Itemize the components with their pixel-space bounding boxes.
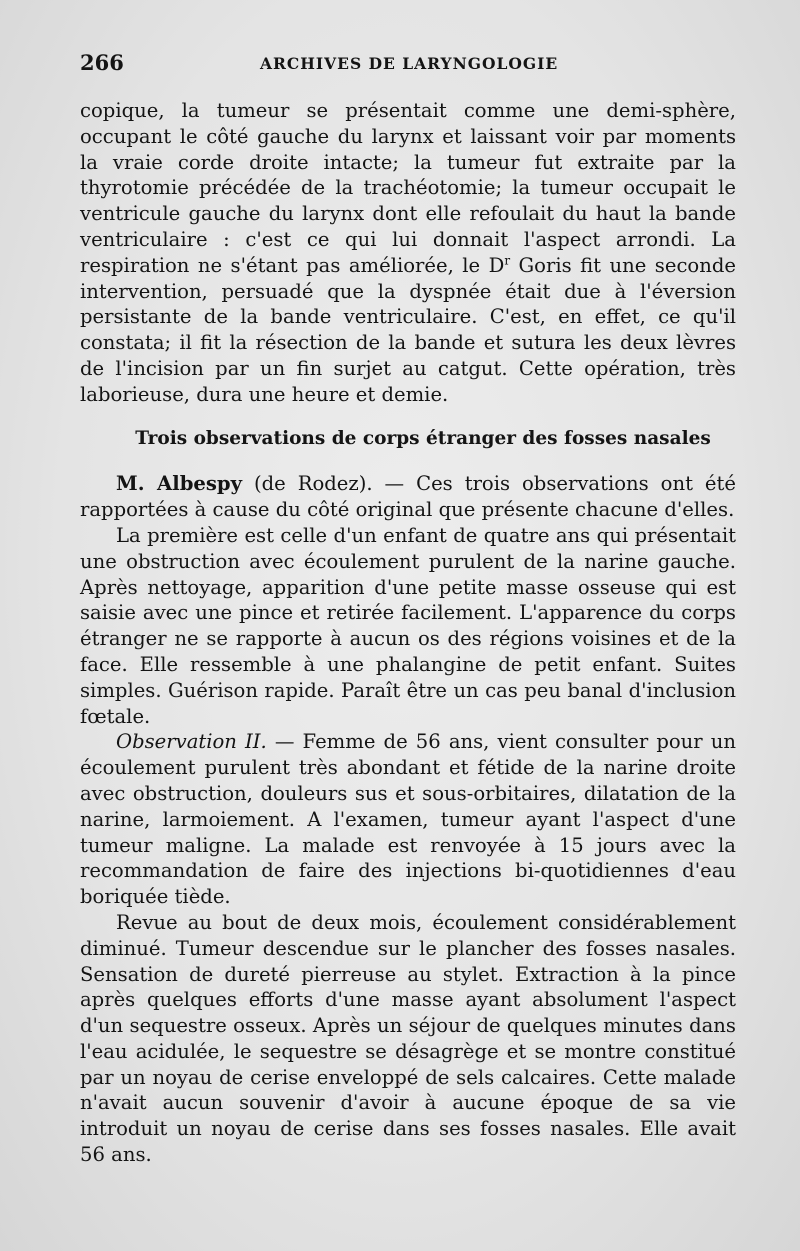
body-text bbox=[80, 98, 736, 1168]
paragraph-intro bbox=[80, 471, 736, 523]
paragraph-first-observation: La première est celle d'un enfant de quatre ans qui présentait une obstruction avec écoulement purulent de la narine gauche. Après nettoyage, apparition d'une petite masse osseuse qui est saisie avec une pince et retirée facilement. L'apparence du corps étranger ne se rapporte à aucun os des régions voisines et de la face. Elle ressemble à une phalangine de petit enfant. Suites simples. Guérison rapide. Paraît être un cas peu banal d'inclusion fœtale. bbox=[80, 523, 736, 728]
paragraph-continued bbox=[80, 98, 736, 408]
paragraph-observation-2 bbox=[80, 729, 736, 910]
paragraph-revue: Revue au bout de deux mois, écoulement considérablement diminué. Tumeur descendue sur le plancher des fosses nasales. Sensation de dureté pierreuse au stylet. Extraction à la pince après quelques efforts d'une masse ayant absolument l'aspect d'un sequestre osseux. Après un séjour de quelques minutes dans l'eau acidulée, le sequestre se désagrège et se montre constitué par un noyau de cerise enveloppé de sels calcaires. Cette malade n'avait aucun souvenir d'avoir à aucune époque de sa vie introduit un noyau de cerise dans ses fosses nasales. Elle avait 56 ans. bbox=[80, 910, 736, 1167]
paragraph-intro-text: (de Rodez). — Ces trois observations ont été rapportées à cause du côté original que présente chacune d'elles. bbox=[80, 472, 736, 522]
doctor-superscript: r bbox=[504, 253, 511, 268]
page-number: 266 bbox=[80, 50, 124, 75]
observation-2-label: Observation II. bbox=[116, 730, 267, 754]
running-title: ARCHIVES DE LARYNGOLOGIE bbox=[260, 54, 559, 73]
author-name: M. Albespy bbox=[116, 472, 242, 496]
observation-2-text: — Femme de 56 ans, vient consulter pour un écoulement purulent très abondant et fétide de la narine droite avec obstruction, douleurs sus et sous-orbitaires, dilatation de la narine, larmoiement. A l'examen, tumeur ayant l'aspect d'une tumeur maligne. La malade est renvoyée à 15 jours avec la recommandation de faire des injections bi-quotidiennes d'eau boriquée tiède. bbox=[80, 730, 736, 909]
paragraph-continued-text-b: Goris fit une seconde intervention, persuadé que la dyspnée était due à l'éversion persistante de la bande ventriculaire. C'est, en effet, ce qu'il constata; il fit la résection de la bande et sutura les deux lèvres de l'incision par un fin surjet au catgut. Cette opération, très laborieuse, dura une heure et demie. bbox=[80, 253, 736, 406]
section-heading: Trois observations de corps étranger des fosses nasales bbox=[135, 427, 711, 449]
page-header bbox=[80, 50, 730, 80]
paragraph-continued-text-a: copique, la tumeur se présentait comme une demi-sphère, occupant le côté gauche du larynx et laissant voir par moments la vraie corde droite intacte; la tumeur fut extraite par la thyrotomie précédée de la trachéotomie; la tumeur occupait le ventricule gauche du larynx dont elle refoulait du haut la bande ventriculaire : c'est ce qui lui donnait l'aspect arrondi. La respiration ne s'étant pas améliorée, le D bbox=[80, 99, 736, 277]
